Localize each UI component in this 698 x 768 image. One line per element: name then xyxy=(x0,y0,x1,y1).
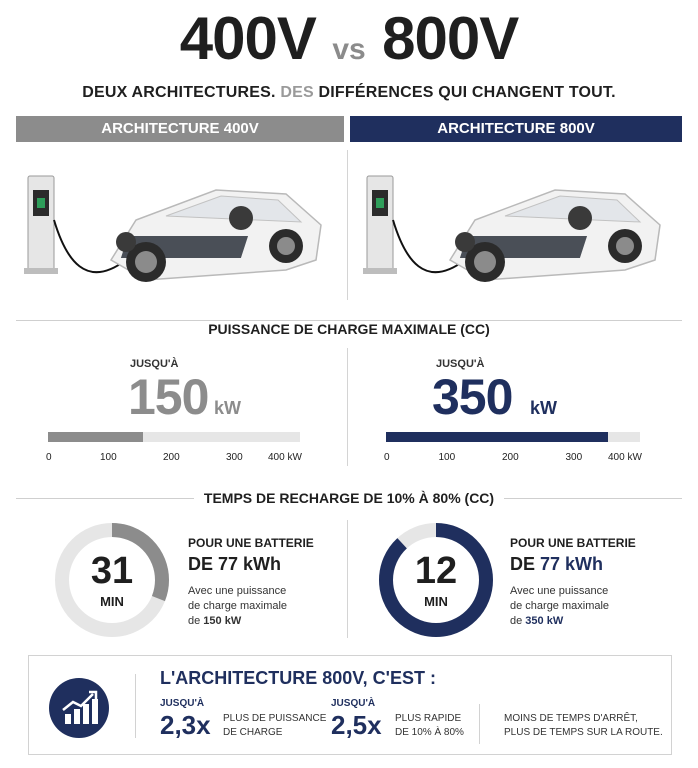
time-400-battery-capacity xyxy=(188,554,281,575)
time-400-note xyxy=(188,584,287,629)
power-800-value: 350 xyxy=(432,369,513,425)
stat2-desc-line2: DE 10% À 80% xyxy=(395,727,464,738)
note-line3-prefix: de xyxy=(188,615,204,627)
stat1-value: 2,3x xyxy=(160,710,211,740)
summary-divider xyxy=(479,704,480,744)
title-vs: vs xyxy=(332,33,366,66)
capacity-value: 77 kWh xyxy=(540,554,604,574)
time-400-minutes: 31 xyxy=(90,550,134,592)
car-400v-illustration xyxy=(16,150,336,310)
power-400-bar xyxy=(48,432,300,442)
stat2-description xyxy=(395,712,464,740)
architecture-800v-header: ARCHITECTURE 800V xyxy=(350,116,682,142)
power-400-bar-fill xyxy=(48,432,143,442)
summary-divider xyxy=(135,674,136,738)
tick-label: 200 xyxy=(163,452,180,463)
tick-label: 100 xyxy=(100,452,117,463)
tick-label: 400 kW xyxy=(608,452,642,463)
capacity-value: 77 kWh xyxy=(218,554,282,574)
growth-chart-glyph xyxy=(49,678,109,738)
time-divider xyxy=(347,520,348,638)
note-line3 xyxy=(510,614,609,629)
note-line3 xyxy=(188,614,287,629)
subtitle-part2: DES xyxy=(280,84,314,101)
note-line3-value: 150 kW xyxy=(203,615,242,627)
power-400-unit: kW xyxy=(214,398,241,418)
tick-label: 0 xyxy=(384,452,390,463)
stat2-value: 2,5x xyxy=(331,710,382,740)
capacity-prefix: DE xyxy=(510,554,541,574)
stat1-description xyxy=(223,712,326,740)
summary-note xyxy=(504,712,663,740)
tick-label: 300 xyxy=(565,452,583,463)
note-line3-prefix: de xyxy=(510,615,526,627)
column-divider xyxy=(347,150,348,300)
stat1-desc-line2: DE CHARGE xyxy=(223,727,283,738)
time-800-note xyxy=(510,584,609,629)
title-400v: 400V xyxy=(179,5,316,72)
subtitle-part1: DEUX ARCHITECTURES. xyxy=(82,84,281,101)
subtitle-part3: DIFFÉRENCES QUI CHANGENT TOUT. xyxy=(313,84,616,101)
summary-title: L'ARCHITECTURE 800V, C'EST : xyxy=(160,668,436,688)
capacity-prefix: DE xyxy=(188,554,219,574)
note-line1: Avec une puissance xyxy=(188,585,287,597)
note-line2: de charge maximale xyxy=(188,600,288,612)
car-800v-illustration xyxy=(355,150,675,310)
tick-label: 300 xyxy=(226,452,243,463)
summary-note-line2: PLUS DE TEMPS SUR LA ROUTE. xyxy=(504,727,663,738)
note-line1: Avec une puissance xyxy=(510,585,609,597)
subtitle xyxy=(0,84,698,102)
power-400-value: 150 xyxy=(128,369,209,425)
time-800-minutes: 12 xyxy=(414,550,458,592)
power-divider xyxy=(347,348,348,466)
time-400-unit: MIN xyxy=(100,594,124,609)
power-400-upto: JUSQU'À xyxy=(130,358,179,370)
summary-note-line1: MOINS DE TEMPS D'ARRÊT, xyxy=(504,713,638,724)
summary-box xyxy=(28,655,672,755)
time-section-title-text: TEMPS DE RECHARGE DE 10% À 80% (CC) xyxy=(194,490,504,506)
tick-label: 400 kW xyxy=(268,452,302,463)
power-800-unit: kW xyxy=(530,398,557,418)
stat2-desc-line1: PLUS RAPIDE xyxy=(395,713,462,724)
time-800-unit: MIN xyxy=(424,594,448,609)
time-section-title xyxy=(0,490,698,506)
power-section-title xyxy=(0,321,698,337)
title-800v: 800V xyxy=(382,5,519,72)
stat2-upto: JUSQU'À xyxy=(331,698,376,709)
main-title xyxy=(0,4,698,73)
power-800-bar-fill xyxy=(386,432,608,442)
tick-label: 0 xyxy=(46,452,52,463)
stat1-upto: JUSQU'À xyxy=(160,698,205,709)
time-400-battery-label: POUR UNE BATTERIE xyxy=(188,536,314,550)
power-800-upto: JUSQU'À xyxy=(436,358,485,370)
stat1-desc-line1: PLUS DE PUISSANCE xyxy=(223,713,327,724)
tick-label: 200 xyxy=(502,452,519,463)
charging-car-icon xyxy=(355,150,675,310)
architecture-400v-header: ARCHITECTURE 400V xyxy=(16,116,344,142)
power-section-title-text: PUISSANCE DE CHARGE MAXIMALE (CC) xyxy=(198,321,500,337)
growth-chart-icon xyxy=(49,678,109,738)
time-800-battery-capacity xyxy=(510,554,603,575)
time-800-battery-label: POUR UNE BATTERIE xyxy=(510,536,636,550)
tick-label: 100 xyxy=(438,452,456,463)
power-800-bar xyxy=(386,432,640,442)
note-line3-value: 350 kW xyxy=(525,615,564,627)
charging-car-icon xyxy=(16,150,336,310)
note-line2: de charge maximale xyxy=(510,600,610,612)
